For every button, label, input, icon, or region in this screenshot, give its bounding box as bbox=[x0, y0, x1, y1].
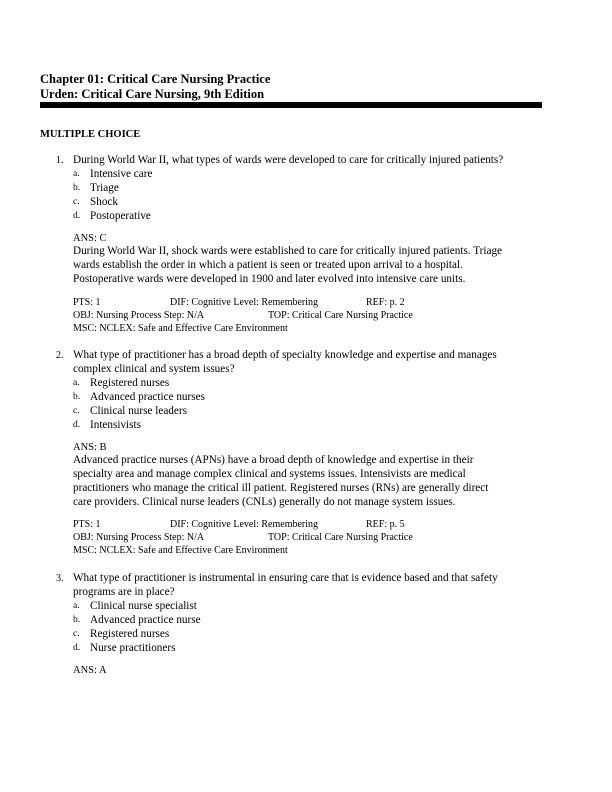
option-letter: b. bbox=[73, 183, 81, 193]
answer-key: ANS: C bbox=[73, 233, 107, 244]
option-letter: b. bbox=[73, 615, 81, 625]
rationale-line: wards establish the order in which a patient is seen or treated upon arrival to a hospital. bbox=[73, 259, 463, 271]
rationale-line: Postoperative wards were developed in 1900 and later evolved into intensive care units. bbox=[73, 273, 466, 285]
rationale-line: practitioners who manage the critical ill patient. Registered nurses (RNs) are generally direct bbox=[73, 482, 489, 494]
difficulty: DIF: Cognitive Level: Remembering bbox=[170, 519, 319, 530]
question-number: 2. bbox=[56, 350, 64, 361]
misc: MSC: NCLEX: Safe and Effective Care Environment bbox=[73, 545, 288, 556]
rationale-line: specialty area and manage complex clinical and systems issues. Intensivists are medical bbox=[73, 468, 466, 480]
option-text: Intensive care bbox=[90, 168, 153, 180]
option-text: Advanced practice nurse bbox=[90, 614, 201, 626]
objective: OBJ: Nursing Process Step: N/A bbox=[73, 532, 205, 543]
option-letter: a. bbox=[73, 601, 80, 611]
option-text: Clinical nurse specialist bbox=[90, 600, 197, 612]
option-text: Clinical nurse leaders bbox=[90, 405, 187, 417]
question-stem: What type of practitioner has a broad depth of specialty knowledge and expertise and manages bbox=[73, 349, 497, 361]
topic: TOP: Critical Care Nursing Practice bbox=[268, 532, 413, 543]
option-text: Registered nurses bbox=[90, 628, 170, 640]
difficulty: DIF: Cognitive Level: Remembering bbox=[170, 297, 319, 308]
rationale-line: care providers. Clinical nurse leaders (CNLs) generally do not manage system issues. bbox=[73, 496, 456, 508]
option-letter: c. bbox=[73, 406, 80, 416]
question-stem: complex clinical and system issues? bbox=[73, 363, 235, 375]
option-text: Shock bbox=[90, 196, 118, 208]
question-stem: During World War II, what types of wards were developed to care for critically injured patients? bbox=[73, 154, 504, 166]
option-letter: a. bbox=[73, 169, 80, 179]
reference: REF: p. 2 bbox=[366, 297, 405, 308]
question-number: 1. bbox=[56, 155, 64, 166]
points: PTS: 1 bbox=[73, 297, 101, 308]
question-stem: programs are in place? bbox=[73, 586, 175, 598]
option-text: Nurse practitioners bbox=[90, 642, 176, 654]
answer-key: ANS: B bbox=[73, 442, 107, 453]
objective: OBJ: Nursing Process Step: N/A bbox=[73, 310, 205, 321]
option-text: Intensivists bbox=[90, 419, 141, 431]
question-stem: What type of practitioner is instrumental in ensuring care that is evidence based and that safety bbox=[73, 572, 498, 584]
topic: TOP: Critical Care Nursing Practice bbox=[268, 310, 413, 321]
option-letter: b. bbox=[73, 392, 81, 402]
book-title: Urden: Critical Care Nursing, 9th Edition bbox=[40, 87, 265, 101]
points: PTS: 1 bbox=[73, 519, 101, 530]
option-text: Triage bbox=[90, 182, 119, 194]
option-letter: d. bbox=[73, 420, 81, 430]
reference: REF: p. 5 bbox=[366, 519, 405, 530]
option-text: Advanced practice nurses bbox=[90, 391, 205, 403]
chapter-title: Chapter 01: Critical Care Nursing Practice bbox=[40, 72, 271, 86]
option-letter: d. bbox=[73, 643, 81, 653]
option-letter: a. bbox=[73, 378, 80, 388]
header-rule bbox=[40, 102, 542, 108]
section-title: MULTIPLE CHOICE bbox=[40, 129, 141, 140]
question-number: 3. bbox=[56, 573, 64, 584]
misc: MSC: NCLEX: Safe and Effective Care Environment bbox=[73, 323, 288, 334]
option-letter: d. bbox=[73, 211, 81, 221]
option-text: Postoperative bbox=[90, 210, 151, 222]
option-letter: c. bbox=[73, 197, 80, 207]
rationale-line: Advanced practice nurses (APNs) have a broad depth of knowledge and expertise in their bbox=[73, 454, 474, 466]
option-letter: c. bbox=[73, 629, 80, 639]
option-text: Registered nurses bbox=[90, 377, 170, 389]
rationale-line: During World War II, shock wards were established to care for critically injured patients. Triage bbox=[73, 245, 503, 257]
answer-key: ANS: A bbox=[73, 665, 107, 676]
